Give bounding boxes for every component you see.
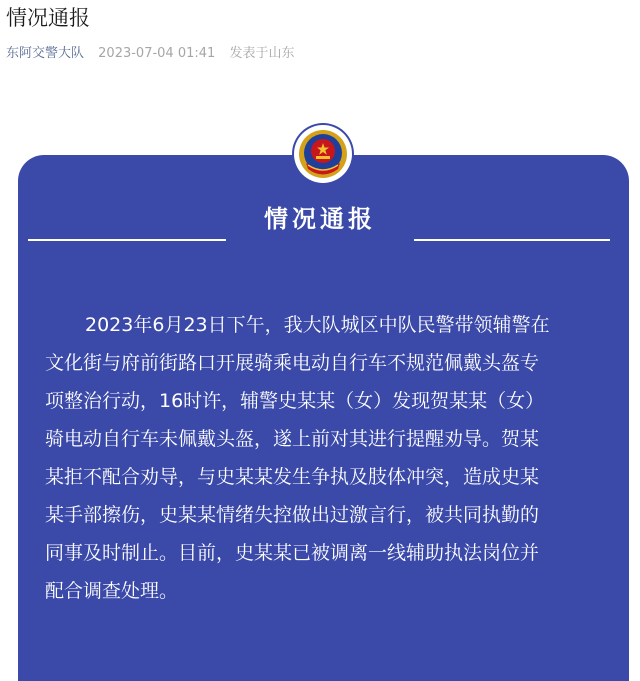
- body-line: 某手部擦伤，史某某情绪失控做出过激言行，被共同执勤的: [45, 504, 540, 526]
- heading-divider-left: [28, 239, 226, 241]
- body-line: 配合调查处理。: [45, 580, 179, 602]
- heading-divider-right: [414, 239, 610, 241]
- body-line: 同事及时制止。目前，史某某已被调离一线辅助执法岗位并: [45, 542, 540, 564]
- article-meta: [6, 45, 294, 63]
- body-line: 某拒不配合劝导，与史某某发生争执及肢体冲突，造成史某: [45, 466, 540, 488]
- body-line: 项整治行动，16时许，辅警史某某（女）发现贺某某（女）: [45, 390, 545, 412]
- body-line: 文化街与府前街路口开展骑乘电动自行车不规范佩戴头盔专: [45, 352, 540, 374]
- publish-location: 发表于山东: [229, 46, 295, 61]
- author-link[interactable]: 东阿交警大队: [6, 46, 85, 61]
- card-heading: 情况通报: [264, 205, 376, 233]
- body-line: 骑电动自行车未佩戴头盔，遂上前对其进行提醒劝导。贺某: [45, 428, 540, 450]
- police-emblem-icon: [294, 125, 352, 183]
- publish-time: 2023-07-04 01:41: [98, 46, 216, 61]
- notice-body: [45, 311, 605, 615]
- body-line: 2023年6月23日下午，我大队城区中队民警带领辅警在: [85, 314, 550, 336]
- article-title: 情况通报: [6, 6, 90, 30]
